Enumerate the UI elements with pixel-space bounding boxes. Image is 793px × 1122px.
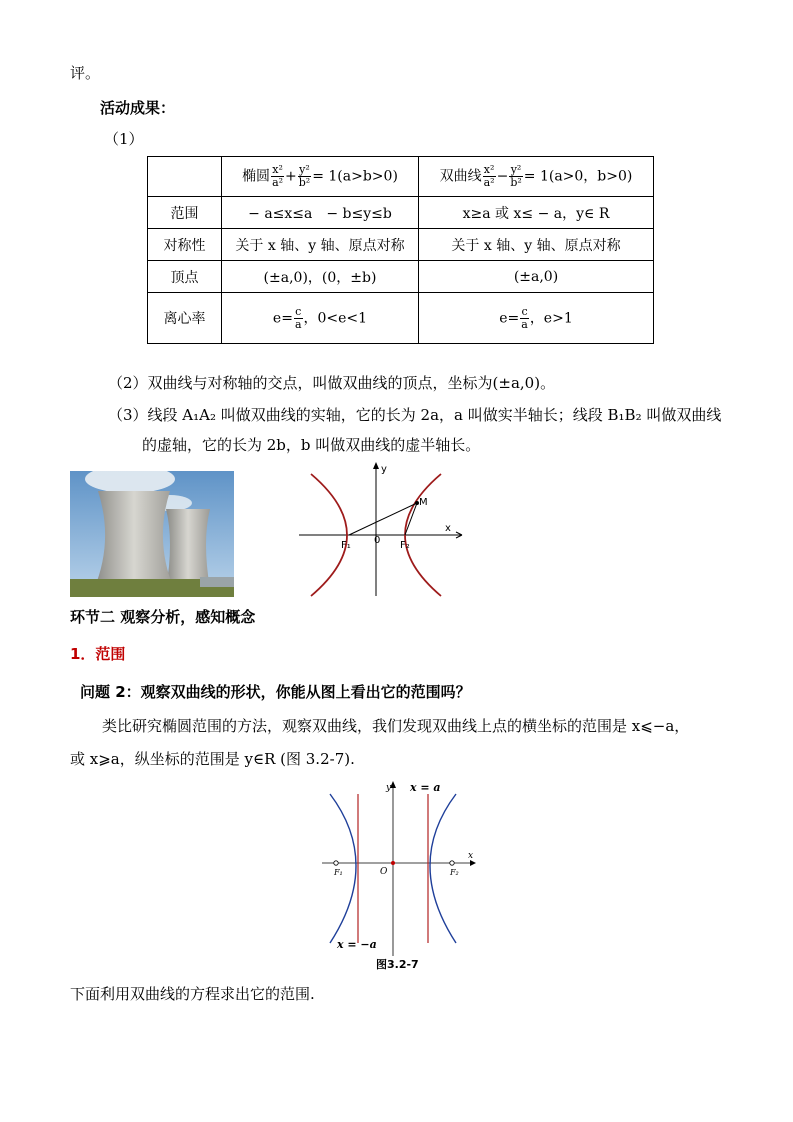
- item1-label: （1）: [104, 130, 144, 148]
- ellipse-header: 椭圆 $\frac{\text{x²}}{\text{a²}}$ + $\frac{\text{y²}}{\text{b²}}$ = 1(a>b>0): [222, 157, 419, 197]
- label-f2: F₂: [450, 868, 459, 877]
- cooling-towers-photo: [70, 471, 234, 597]
- para1-line2: 或 x⩾a，纵坐标的范围是 y∈R (图 3.2-7).: [70, 750, 355, 768]
- para1-line1: 类比研究椭圆范围的方法，观察双曲线，我们发现双曲线上点的横坐标的范围是 x⩽−a，: [102, 717, 690, 735]
- hyperbola-figure-1: [297, 458, 467, 598]
- table-row: 离心率 e= $\frac{c}{a}$ ，0<e<1 e= $\frac{c}{a}$ ，e>1: [148, 293, 654, 344]
- comparison-table: [147, 156, 654, 344]
- item3-line2: 的虚轴，它的长为 2b，b 叫做双曲线的虚半轴长。: [142, 436, 481, 454]
- label-x-eq-a: x = a: [410, 781, 441, 794]
- item2-text: （2）双曲线与对称轴的交点，叫做双曲线的顶点，坐标为(±a,0)。: [108, 374, 556, 392]
- label-f2: F₂: [400, 540, 410, 551]
- label-f1: F₁: [334, 868, 343, 877]
- subsection-heading: 1．范围: [70, 645, 126, 663]
- item3-line1: （3）线段 A₁A₂ 叫做双曲线的实轴，它的长为 2a，a 叫做实半轴长；线段 B₁B₂ 叫做双曲线: [108, 406, 722, 424]
- label-origin: O: [380, 867, 388, 877]
- hyperbola-figure-2: [320, 778, 480, 973]
- figure-caption: 图3.2-7: [376, 958, 419, 971]
- results-heading: 活动成果：: [100, 99, 176, 117]
- label-m: M: [419, 497, 428, 508]
- focus-f1-point: [334, 861, 338, 865]
- intro-tail: 评。: [70, 64, 101, 82]
- label-origin: 0: [374, 535, 381, 546]
- label-f1: F₁: [341, 540, 351, 551]
- section2-heading: 环节二 观察分析，感知概念: [70, 608, 256, 626]
- question2: 问题 2：观察双曲线的形状，你能从图上看出它的范围吗？: [80, 683, 471, 701]
- closing-text: 下面利用双曲线的方程求出它的范围.: [70, 985, 315, 1003]
- label-y: y: [381, 464, 387, 475]
- table-corner: [148, 157, 222, 197]
- table-row: 顶点 (±a,0)，(0，±b) (±a,0): [148, 261, 654, 293]
- table-row: 对称性 关于 x 轴、y 轴、原点对称 关于 x 轴、y 轴、原点对称: [148, 229, 654, 261]
- y-axis-arrow: [373, 462, 379, 469]
- label-x: x: [445, 523, 451, 534]
- table-row: 范围 − a≤x≤a − b≤y≤b x≥a 或 x≤ − a，y∈ R: [148, 197, 654, 229]
- label-x-eq-neg-a: x = −a: [337, 938, 377, 951]
- focus-f2-point: [450, 861, 454, 865]
- label-x: x: [468, 851, 474, 861]
- label-y: y: [386, 783, 392, 793]
- hyperbola-header: 双曲线 $\frac{\text{x²}}{\text{a²}}$ − $\frac{\text{y²}}{\text{b²}}$ = 1(a>0，b>0): [419, 157, 654, 197]
- origin-point: [391, 861, 395, 865]
